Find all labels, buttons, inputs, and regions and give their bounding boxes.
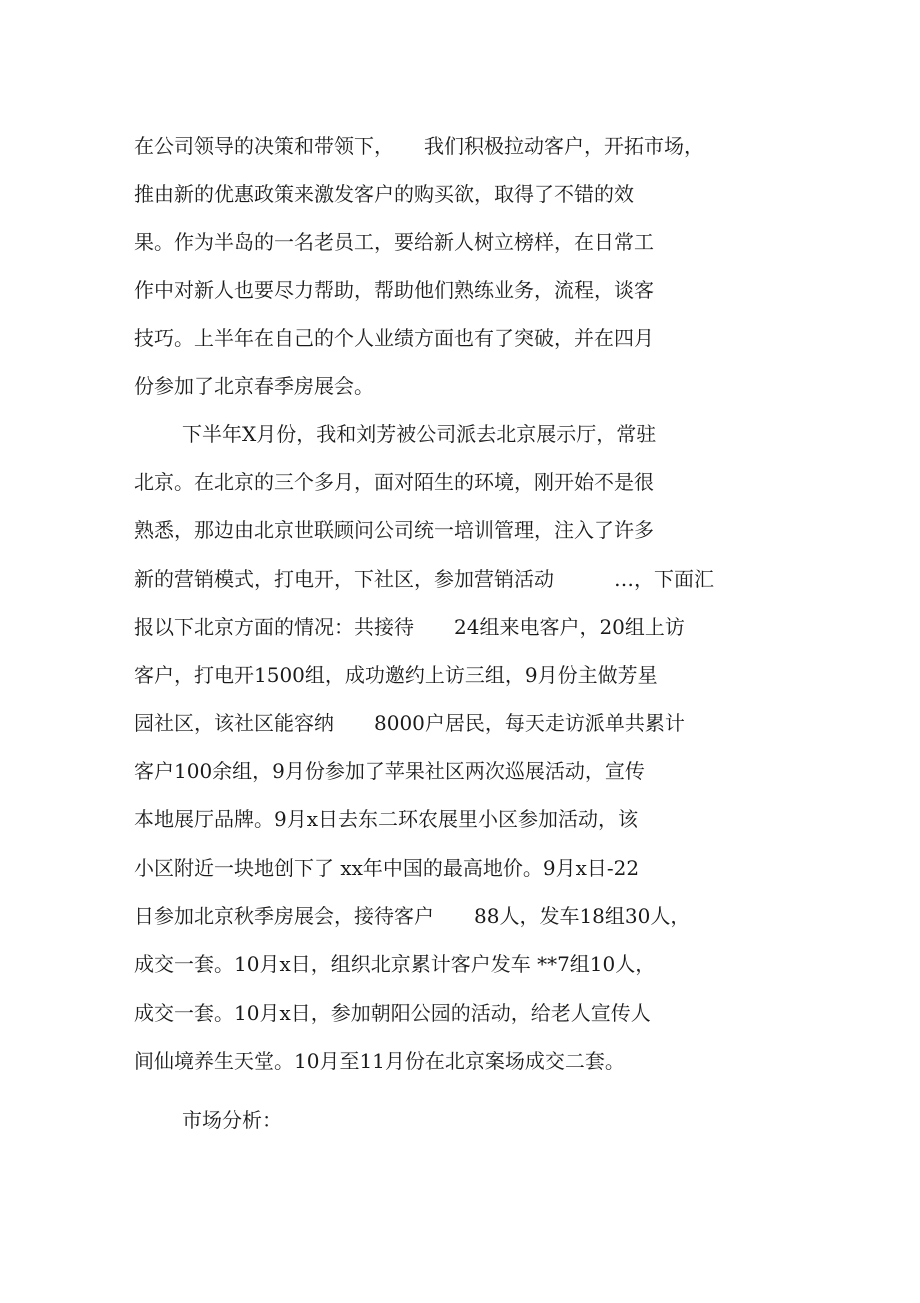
- paragraph-2-line-11: 日参加北京秋季房展会，接待客户 88人，发车18组30人，: [134, 904, 691, 928]
- paragraph-1-line-2: 推由新的优惠政策来激发客户的购买欲，取得了不错的效: [134, 182, 634, 206]
- paragraph-2-line-9: 本地展厅品牌。9月x日去东二环农展里小区参加活动，该: [134, 807, 639, 831]
- paragraph-2-line-14: 间仙境养生天堂。10月至11月份在北京案场成交二套。: [134, 1049, 625, 1073]
- paragraph-2-line-10: 小区附近一块地创下了 xx年中国的最高地价。9月x日-22: [134, 856, 640, 880]
- paragraph-2-line-3: 熟悉，那边由北京世联顾问公司统一培训管理，注入了许多: [134, 518, 654, 542]
- section-heading: 市场分析：: [182, 1108, 282, 1132]
- paragraph-2-line-4: 新的营销模式，打电开，下社区，参加营销活动 …，下面汇: [134, 567, 714, 591]
- paragraph-2-line-12: 成交一套。10月x日，组织北京累计客户发车 **7组10人，: [134, 952, 656, 976]
- paragraph-2-line-2: 北京。在北京的三个多月，面对陌生的环境，刚开始不是很: [134, 470, 654, 494]
- paragraph-1-line-3: 果。作为半岛的一名老员工，要给新人树立榜样，在日常工: [134, 230, 654, 254]
- paragraph-2-line-5: 报以下北京方面的情况：共接待 24组来电客户，20组上访: [134, 615, 685, 639]
- paragraph-1-line-4: 作中对新人也要尽力帮助，帮助他们熟练业务，流程，谈客: [134, 278, 654, 302]
- paragraph-2-line-8: 客户100余组，9月份参加了苹果社区两次巡展活动，宣传: [134, 759, 645, 783]
- paragraph-2-line-13: 成交一套。10月x日，参加朝阳公园的活动，给老人宣传人: [134, 1001, 651, 1025]
- paragraph-1-line-1: 在公司领导的决策和带领下， 我们积极拉动客户，开拓市场，: [134, 134, 704, 158]
- paragraph-2-line-6: 客户，打电开1500组，成功邀约上访三组，9月份主做芳星: [134, 663, 658, 687]
- paragraph-1-line-6: 份参加了北京春季房展会。: [134, 374, 374, 398]
- paragraph-2-line-7: 园社区，该社区能容纳 8000户居民，每天走访派单共累计: [134, 711, 685, 735]
- paragraph-1-line-5: 技巧。上半年在自己的个人业绩方面也有了突破，并在四月: [134, 326, 654, 350]
- paragraph-2-line-1: 下半年X月份，我和刘芳被公司派去北京展示厅，常驻: [182, 422, 657, 446]
